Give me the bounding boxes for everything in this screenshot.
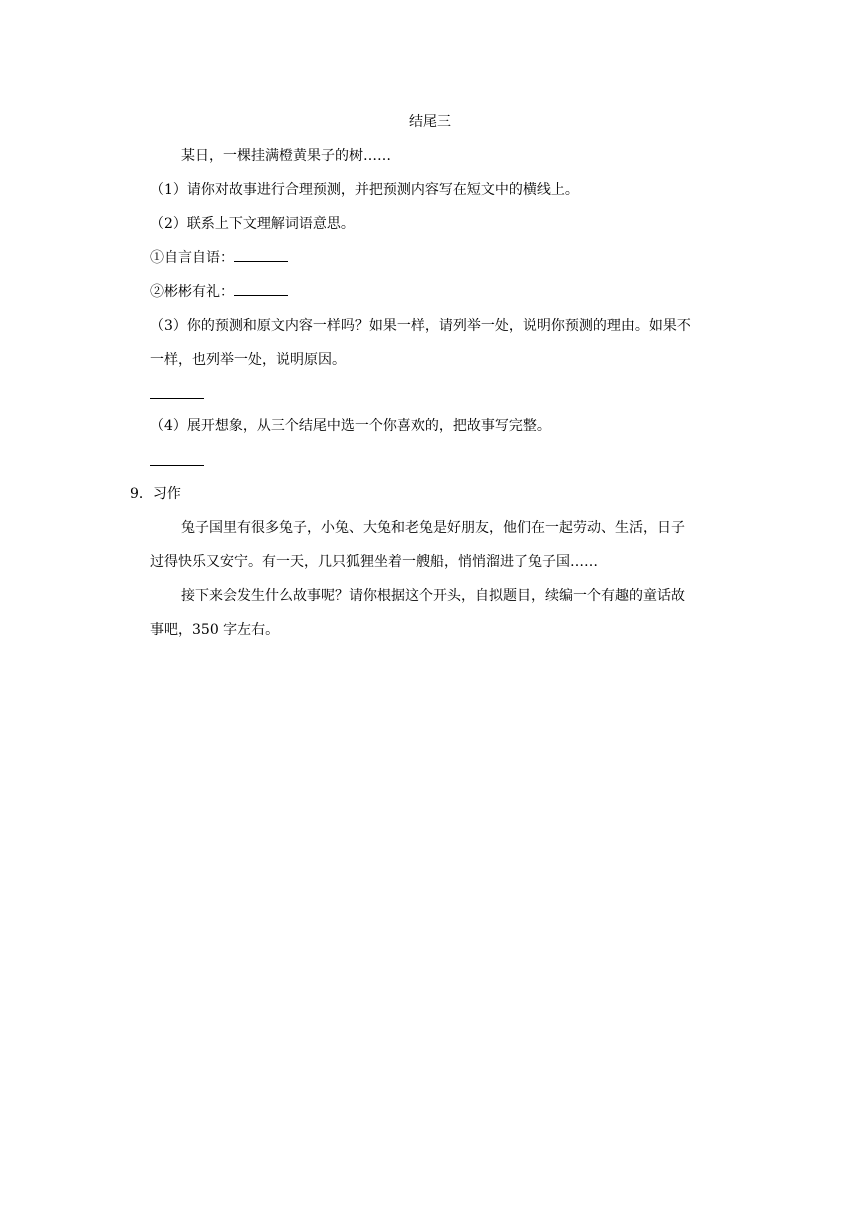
question-1: （1）请你对故事进行合理预测，并把预测内容写在短文中的横线上。 (150, 182, 579, 198)
question-3-line-2: 一样，也列举一处，说明原因。 (150, 352, 346, 368)
question-2: （2）联系上下文理解词语意思。 (150, 216, 355, 232)
question-2a (150, 248, 288, 268)
answer-blank (150, 398, 204, 399)
answer-blank (150, 465, 204, 466)
question-2a-label: ①自言自语： (150, 250, 234, 266)
answer-blank (234, 283, 288, 296)
section-title: 结尾三 (409, 114, 451, 130)
question-2b (150, 282, 288, 302)
writing-prompt-line-1: 兔子国里有很多兔子，小兔、大兔和老兔是好朋友，他们在一起劳动、生活，日子 (181, 520, 685, 536)
question-3-line-1: （3）你的预测和原文内容一样吗？如果一样，请列举一处，说明你预测的理由。如果不 (150, 318, 691, 334)
item-9-label: 9．习作 (130, 486, 181, 502)
question-4: （4）展开想象，从三个结尾中选一个你喜欢的，把故事写完整。 (150, 418, 551, 434)
writing-prompt-line-3: 接下来会发生什么故事呢？请你根据这个开头，自拟题目，续编一个有趣的童话故 (181, 588, 685, 604)
question-2b-label: ②彬彬有礼： (150, 284, 234, 300)
writing-prompt-line-2: 过得快乐又安宁。有一天，几只狐狸坐着一艘船，悄悄溜进了兔子国…… (150, 554, 598, 570)
writing-prompt-line-4: 事吧，350 字左右。 (150, 622, 280, 638)
answer-blank (234, 249, 288, 262)
intro-paragraph: 某日，一棵挂满橙黄果子的树…… (181, 148, 391, 164)
